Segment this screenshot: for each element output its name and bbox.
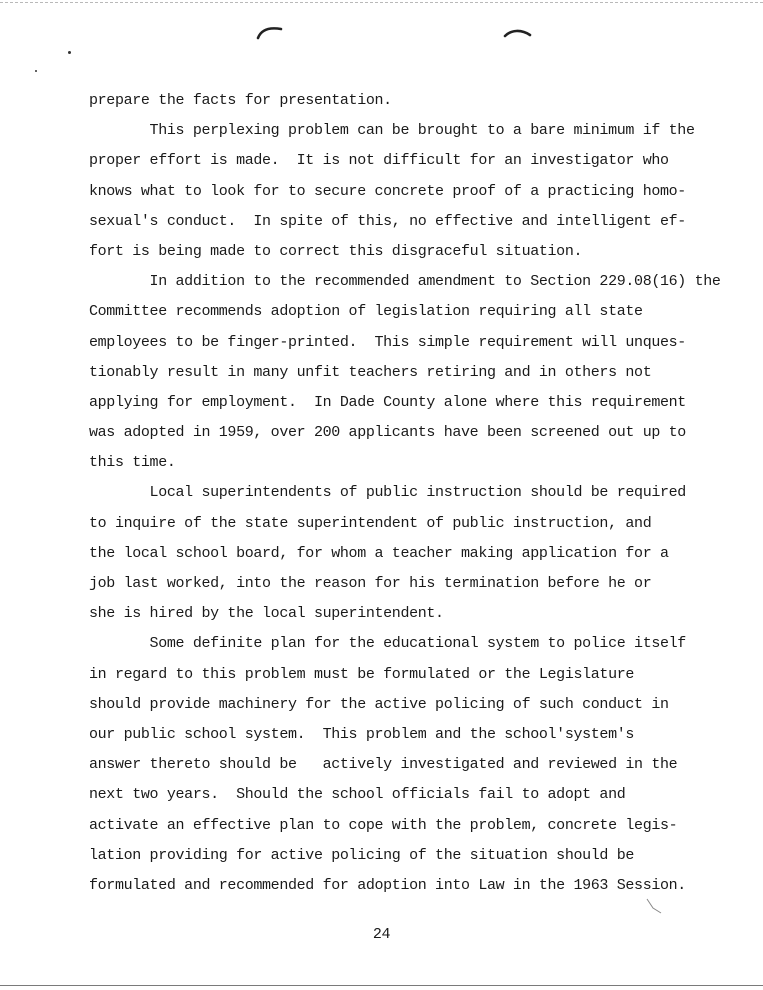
text-line: she is hired by the local superintendent. [89,605,444,623]
text-line: was adopted in 1959, over 200 applicants have been screened out up to [89,424,686,442]
text-line: prepare the facts for presentation. [89,92,392,109]
page-number: 24 [372,926,391,943]
text-line: to inquire of the state superintendent of public instruction, and [89,514,652,532]
scan-speck [68,51,71,54]
text-line: formulated and recommended for adoption into Law in the 1963 Session. [89,876,686,894]
top-scan-edge [0,2,763,3]
text-line: Committee recommends adoption of legislation requiring all state [89,303,643,321]
text-line: sexual's conduct. In spite of this, no effective and intelligent ef- [89,212,686,230]
text-line: tionably result in many unfit teachers retiring and in others not [89,363,652,381]
text-line: in regard to this problem must be formulated or the Legislature [89,665,635,683]
scan-artifact-mark-right [503,26,533,40]
text-line: the local school board, for whom a teacher making application for a [89,544,669,562]
text-line: In addition to the recommended amendment to Section 229.08(16) the [89,273,721,291]
text-line: our public school system. This problem and the school'system's [89,725,635,743]
bottom-scan-edge [0,985,763,986]
text-line: Local superintendents of public instruction should be required [89,484,686,502]
text-line: Some definite plan for the educational system to police itself [89,635,686,653]
text-line: lation providing for active policing of the situation should be [89,846,635,864]
text-line: activate an effective plan to cope with the problem, concrete legis- [89,816,678,834]
text-line: employees to be finger-printed. This simple requirement will unques- [89,333,686,351]
scan-artifact-tick [645,896,665,916]
text-line: should provide machinery for the active policing of such conduct in [89,695,669,713]
text-line: next two years. Should the school officials fail to adopt and [89,786,626,804]
text-line: proper effort is made. It is not difficult for an investigator who [89,152,669,170]
text-line: applying for employment. In Dade County alone where this requirement [89,393,686,411]
text-line: fort is being made to correct this disgraceful situation. [89,242,583,260]
text-line: answer thereto should be actively investigated and reviewed in the [89,756,678,774]
body-text [89,86,749,901]
text-line: This perplexing problem can be brought to a bare minimum if the [89,122,695,140]
scan-speck [35,70,37,72]
text-line: job last worked, into the reason for his termination before he or [89,575,652,592]
text-line: knows what to look for to secure concrete proof of a practicing homo- [89,182,686,200]
text-line: this time. [89,454,176,472]
scan-artifact-mark-left [255,25,285,41]
